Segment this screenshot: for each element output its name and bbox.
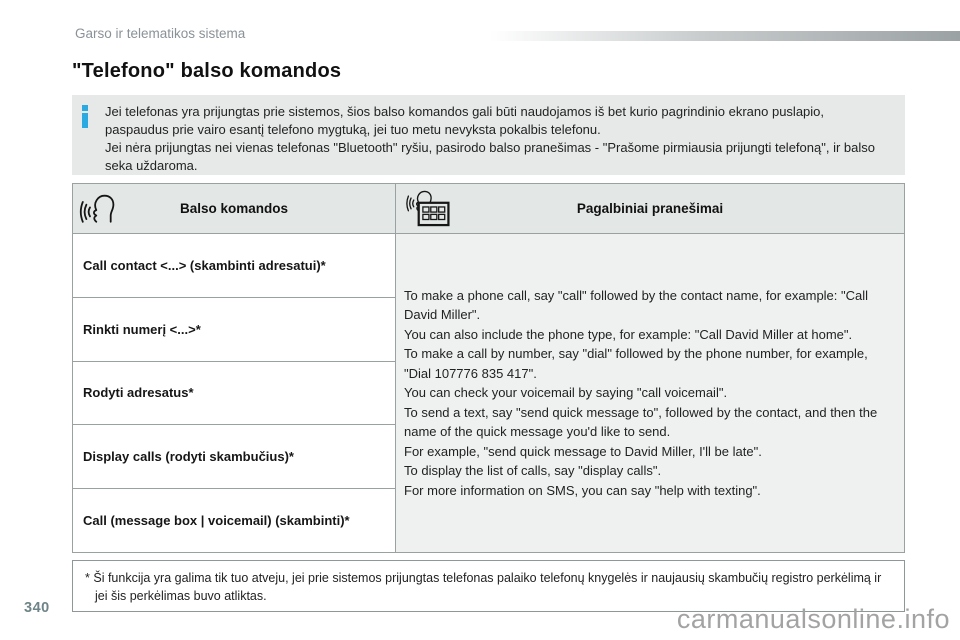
command-label: Rinkti numerį <...>*: [83, 321, 201, 337]
column-title: Balso komandos: [179, 201, 289, 216]
section-header: Garso ir telematikos sistema: [75, 26, 246, 41]
voice-command-icon: [79, 188, 119, 229]
info-text: [105, 103, 887, 175]
command-label: Rodyti adresatus*: [83, 385, 194, 401]
page-title: "Telefono" balso komandos: [72, 60, 342, 82]
table-body: [73, 234, 904, 552]
header-cell-commands: [73, 184, 396, 233]
table-header-row: [73, 184, 904, 234]
help-line: To display the list of calls, say "display calls".: [404, 463, 662, 479]
footnote-marker: *: [85, 571, 90, 585]
command-label: Call contact <...> (skambinti adresatui)*: [83, 257, 326, 273]
help-line: To make a phone call, say "call" followed by the contact name, for example: "Call David Miller".: [404, 287, 869, 323]
command-row: [73, 489, 395, 552]
info-icon: [82, 105, 88, 128]
help-line: To make a call by number, say "dial" followed by the phone number, for example, "Dial 107776 835 417".: [404, 346, 868, 381]
command-label: Display calls (rodyti skambučius)*: [83, 449, 294, 465]
help-line: For example, "send quick message to David Miller, I'll be late".: [404, 443, 762, 459]
footnote-text: [85, 569, 892, 605]
info-paragraph: Jei telefonas yra prijungtas prie sistemos, šios balso komandos gali būti naudojamos iš bet kurio pagrindinio ekrano puslapio, paspaudus prie vairo esantį telefono mygtuką, jei tuo metu nevyksta pokalbis telefonu.: [105, 104, 825, 137]
command-row: [73, 425, 395, 489]
voice-prompt-keypad-icon: [402, 184, 454, 233]
command-row: [73, 298, 395, 362]
help-line: You can also include the phone type, for example: "Call David Miller at home".: [404, 326, 853, 342]
info-callout: [72, 95, 905, 175]
column-title: Pagalbiniai pranešimai: [576, 201, 724, 216]
voice-commands-table: [72, 183, 905, 553]
header-cell-prompts: [396, 184, 904, 233]
watermark: carmanualsonline.info: [676, 604, 950, 634]
footnote-body: Ši funkcija yra galima tik tuo atveju, jei prie sistemos prijungtas telefonas palaiko telefonų knygelės ir naujausių skambučių registro perkėlimą ir jei šis perkėlimas buvo atliktas.: [93, 571, 882, 603]
command-label: Call (message box | voicemail) (skambinti)*: [83, 513, 350, 529]
page-number: 340: [24, 600, 50, 616]
header-gradient-rule: [490, 31, 960, 41]
command-row: [73, 362, 395, 426]
help-line: For more information on SMS, you can say "help with texting".: [404, 482, 761, 498]
help-line: You can check your voicemail by saying "call voicemail".: [404, 385, 728, 401]
help-column: [396, 234, 904, 552]
commands-column: [73, 234, 396, 552]
help-line: To send a text, say "send quick message to", followed by the contact, and then the name of the quick message you'd like to send.: [404, 404, 878, 440]
info-paragraph: Jei nėra prijungtas nei vienas telefonas "Bluetooth" ryšiu, pasirodo balso pranešimas - "Prašome pirmiausia prijungti telefoną", ir balso seka uždaroma.: [105, 140, 875, 173]
command-row: [73, 234, 395, 298]
